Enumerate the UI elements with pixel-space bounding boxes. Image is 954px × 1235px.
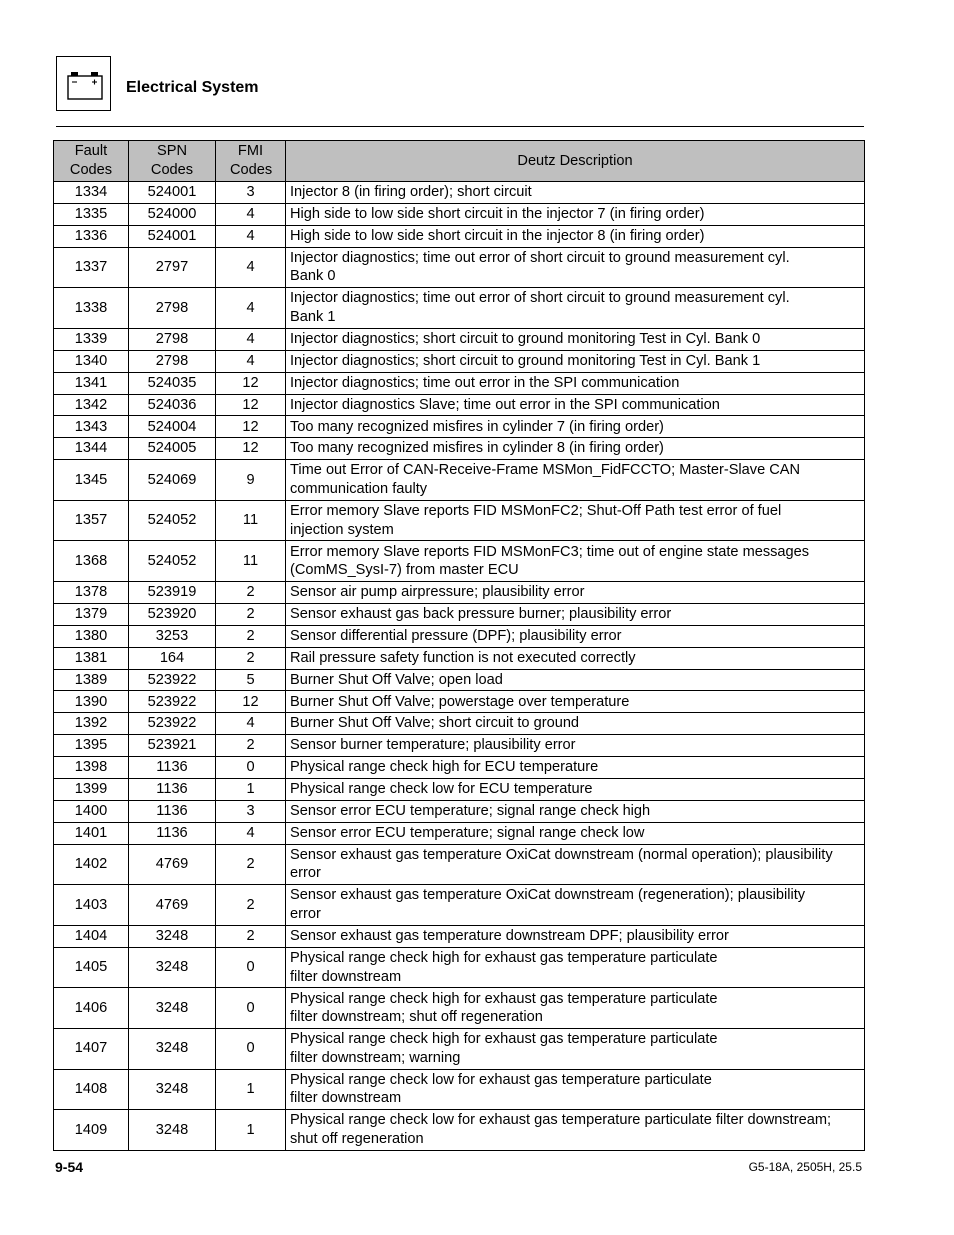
spn-code-cell: 524052 — [129, 500, 216, 541]
table-row — [54, 416, 865, 438]
fault-code-cell: 1403 — [54, 885, 129, 926]
fmi-code-cell: 1 — [216, 1069, 286, 1110]
fault-code-cell: 1338 — [54, 288, 129, 329]
table-row — [54, 925, 865, 947]
table-row — [54, 182, 865, 204]
column-header-spn-codes: SPN Codes — [129, 141, 216, 182]
description-cell: Sensor exhaust gas temperature downstream DPF; plausibility error — [286, 925, 865, 947]
spn-code-cell: 3248 — [129, 925, 216, 947]
fault-code-cell: 1408 — [54, 1069, 129, 1110]
table-row — [54, 713, 865, 735]
description-cell: Sensor error ECU temperature; signal range check high — [286, 800, 865, 822]
fmi-code-cell: 2 — [216, 647, 286, 669]
fault-code-cell: 1337 — [54, 247, 129, 288]
spn-code-cell: 4769 — [129, 844, 216, 885]
description-cell: Physical range check high for exhaust gas temperature particulate filter downstream; warning — [286, 1028, 865, 1069]
fmi-code-cell: 4 — [216, 350, 286, 372]
fmi-code-cell: 3 — [216, 800, 286, 822]
table-row — [54, 288, 865, 329]
fmi-code-cell: 2 — [216, 735, 286, 757]
spn-code-cell: 524005 — [129, 438, 216, 460]
fault-code-cell: 1404 — [54, 925, 129, 947]
fmi-code-cell: 2 — [216, 625, 286, 647]
fault-code-cell: 1379 — [54, 603, 129, 625]
description-cell: Sensor air pump airpressure; plausibility error — [286, 581, 865, 603]
fmi-code-cell: 4 — [216, 247, 286, 288]
description-cell: Physical range check low for exhaust gas temperature particulate filter downstream — [286, 1069, 865, 1110]
fault-code-cell: 1381 — [54, 647, 129, 669]
description-cell: Physical range check high for exhaust gas temperature particulate filter downstream — [286, 947, 865, 988]
fault-code-cell: 1399 — [54, 779, 129, 801]
spn-code-cell: 523921 — [129, 735, 216, 757]
spn-code-cell: 523920 — [129, 603, 216, 625]
spn-code-cell: 3248 — [129, 1110, 216, 1151]
table-body — [54, 182, 865, 1151]
table-row — [54, 885, 865, 926]
spn-code-cell: 3248 — [129, 1028, 216, 1069]
description-cell: Error memory Slave reports FID MSMonFC2; Shut-Off Path test error of fuel injection system — [286, 500, 865, 541]
description-cell: Sensor burner temperature; plausibility error — [286, 735, 865, 757]
spn-code-cell: 524004 — [129, 416, 216, 438]
fault-code-cell: 1400 — [54, 800, 129, 822]
table-row — [54, 757, 865, 779]
table-row — [54, 1028, 865, 1069]
spn-code-cell: 524001 — [129, 182, 216, 204]
fmi-code-cell: 11 — [216, 541, 286, 582]
fmi-code-cell: 12 — [216, 438, 286, 460]
table-row — [54, 328, 865, 350]
spn-code-cell: 524052 — [129, 541, 216, 582]
description-cell: High side to low side short circuit in the injector 7 (in firing order) — [286, 203, 865, 225]
table-row — [54, 647, 865, 669]
description-cell: High side to low side short circuit in the injector 8 (in firing order) — [286, 225, 865, 247]
table-row — [54, 735, 865, 757]
column-header-description: Deutz Description — [286, 141, 865, 182]
spn-code-cell: 164 — [129, 647, 216, 669]
spn-code-cell: 524035 — [129, 372, 216, 394]
spn-code-cell: 1136 — [129, 800, 216, 822]
fault-code-cell: 1406 — [54, 988, 129, 1029]
fmi-code-cell: 4 — [216, 203, 286, 225]
table-row — [54, 541, 865, 582]
table-row — [54, 460, 865, 501]
description-cell: Burner Shut Off Valve; powerstage over temperature — [286, 691, 865, 713]
fmi-code-cell: 4 — [216, 822, 286, 844]
description-cell: Injector diagnostics; time out error in the SPI communication — [286, 372, 865, 394]
spn-code-cell: 524036 — [129, 394, 216, 416]
fault-code-cell: 1395 — [54, 735, 129, 757]
table-row — [54, 988, 865, 1029]
table-row — [54, 691, 865, 713]
description-cell: Physical range check high for exhaust gas temperature particulate filter downstream; shut off regeneration — [286, 988, 865, 1029]
description-cell: Burner Shut Off Valve; open load — [286, 669, 865, 691]
fmi-code-cell: 2 — [216, 925, 286, 947]
table-row — [54, 603, 865, 625]
spn-code-cell: 3248 — [129, 1069, 216, 1110]
fmi-code-cell: 4 — [216, 225, 286, 247]
fmi-code-cell: 12 — [216, 372, 286, 394]
document-reference: G5-18A, 2505H, 25.5 — [748, 1160, 862, 1174]
table-row — [54, 581, 865, 603]
fault-code-cell: 1390 — [54, 691, 129, 713]
fault-code-cell: 1368 — [54, 541, 129, 582]
description-cell: Error memory Slave reports FID MSMonFC3; time out of engine state messages (ComMS_SysI-7) from master ECU — [286, 541, 865, 582]
fmi-code-cell: 0 — [216, 988, 286, 1029]
table-row — [54, 225, 865, 247]
spn-code-cell: 524000 — [129, 203, 216, 225]
table-row — [54, 500, 865, 541]
description-cell: Injector diagnostics; short circuit to ground monitoring Test in Cyl. Bank 0 — [286, 328, 865, 350]
description-cell: Sensor exhaust gas temperature OxiCat downstream (regeneration); plausibility error — [286, 885, 865, 926]
description-cell: Time out Error of CAN-Receive-Frame MSMon_FidFCCTO; Master-Slave CAN communication faulty — [286, 460, 865, 501]
fault-code-cell: 1401 — [54, 822, 129, 844]
fault-code-cell: 1345 — [54, 460, 129, 501]
table-row — [54, 1069, 865, 1110]
table-row — [54, 203, 865, 225]
description-cell: Sensor differential pressure (DPF); plausibility error — [286, 625, 865, 647]
fmi-code-cell: 12 — [216, 394, 286, 416]
fault-code-cell: 1398 — [54, 757, 129, 779]
spn-code-cell: 524069 — [129, 460, 216, 501]
table-row — [54, 438, 865, 460]
fault-code-cell: 1334 — [54, 182, 129, 204]
spn-code-cell: 3253 — [129, 625, 216, 647]
fmi-code-cell: 4 — [216, 713, 286, 735]
description-cell: Injector 8 (in firing order); short circuit — [286, 182, 865, 204]
fault-code-cell: 1343 — [54, 416, 129, 438]
description-cell: Too many recognized misfires in cylinder 7 (in firing order) — [286, 416, 865, 438]
description-cell: Sensor error ECU temperature; signal range check low — [286, 822, 865, 844]
description-cell: Too many recognized misfires in cylinder 8 (in firing order) — [286, 438, 865, 460]
description-cell: Physical range check high for ECU temperature — [286, 757, 865, 779]
header-rule — [56, 126, 864, 127]
fmi-code-cell: 3 — [216, 182, 286, 204]
description-cell: Rail pressure safety function is not executed correctly — [286, 647, 865, 669]
page-number: 9-54 — [55, 1159, 84, 1175]
spn-code-cell: 1136 — [129, 779, 216, 801]
table-row — [54, 800, 865, 822]
fault-code-cell: 1344 — [54, 438, 129, 460]
spn-code-cell: 523922 — [129, 669, 216, 691]
description-cell: Injector diagnostics; short circuit to ground monitoring Test in Cyl. Bank 1 — [286, 350, 865, 372]
table-row — [54, 822, 865, 844]
fmi-code-cell: 2 — [216, 844, 286, 885]
description-cell: Sensor exhaust gas back pressure burner; plausibility error — [286, 603, 865, 625]
table-row — [54, 350, 865, 372]
spn-code-cell: 523922 — [129, 691, 216, 713]
battery-icon — [56, 56, 111, 111]
fault-code-cell: 1392 — [54, 713, 129, 735]
table-row — [54, 947, 865, 988]
table-row — [54, 394, 865, 416]
spn-code-cell: 3248 — [129, 988, 216, 1029]
spn-code-cell: 4769 — [129, 885, 216, 926]
fmi-code-cell: 2 — [216, 581, 286, 603]
fault-code-cell: 1339 — [54, 328, 129, 350]
table-row — [54, 247, 865, 288]
fmi-code-cell: 11 — [216, 500, 286, 541]
column-header-fmi-codes: FMI Codes — [216, 141, 286, 182]
spn-code-cell: 2797 — [129, 247, 216, 288]
spn-code-cell: 1136 — [129, 757, 216, 779]
description-cell: Sensor exhaust gas temperature OxiCat downstream (normal operation); plausibility error — [286, 844, 865, 885]
fmi-code-cell: 4 — [216, 288, 286, 329]
table-row — [54, 669, 865, 691]
fmi-code-cell: 12 — [216, 691, 286, 713]
spn-code-cell: 2798 — [129, 288, 216, 329]
fmi-code-cell: 0 — [216, 947, 286, 988]
description-cell: Injector diagnostics; time out error of short circuit to ground measurement cyl. Bank 1 — [286, 288, 865, 329]
table-row — [54, 1110, 865, 1151]
fault-code-cell: 1335 — [54, 203, 129, 225]
fmi-code-cell: 1 — [216, 1110, 286, 1151]
fmi-code-cell: 5 — [216, 669, 286, 691]
description-cell: Burner Shut Off Valve; short circuit to ground — [286, 713, 865, 735]
column-header-fault-codes: Fault Codes — [54, 141, 129, 182]
fault-code-cell: 1340 — [54, 350, 129, 372]
description-cell: Physical range check low for ECU temperature — [286, 779, 865, 801]
fault-code-cell: 1402 — [54, 844, 129, 885]
spn-code-cell: 523922 — [129, 713, 216, 735]
table-row — [54, 779, 865, 801]
description-cell: Injector diagnostics; time out error of short circuit to ground measurement cyl. Bank 0 — [286, 247, 865, 288]
fault-code-cell: 1389 — [54, 669, 129, 691]
fmi-code-cell: 0 — [216, 1028, 286, 1069]
section-title: Electrical System — [126, 79, 259, 96]
fmi-code-cell: 0 — [216, 757, 286, 779]
fmi-code-cell: 2 — [216, 885, 286, 926]
fault-code-cell: 1405 — [54, 947, 129, 988]
table-row — [54, 625, 865, 647]
spn-code-cell: 2798 — [129, 350, 216, 372]
fmi-code-cell: 4 — [216, 328, 286, 350]
fault-code-cell: 1407 — [54, 1028, 129, 1069]
table-row — [54, 372, 865, 394]
fmi-code-cell: 1 — [216, 779, 286, 801]
fmi-code-cell: 12 — [216, 416, 286, 438]
fault-code-cell: 1380 — [54, 625, 129, 647]
fault-code-cell: 1357 — [54, 500, 129, 541]
spn-code-cell: 2798 — [129, 328, 216, 350]
description-cell: Injector diagnostics Slave; time out error in the SPI communication — [286, 394, 865, 416]
fault-code-cell: 1378 — [54, 581, 129, 603]
table-row — [54, 844, 865, 885]
fmi-code-cell: 2 — [216, 603, 286, 625]
table-header-row — [54, 141, 865, 182]
spn-code-cell: 3248 — [129, 947, 216, 988]
fault-code-cell: 1336 — [54, 225, 129, 247]
fault-code-cell: 1409 — [54, 1110, 129, 1151]
fault-code-cell: 1341 — [54, 372, 129, 394]
description-cell: Physical range check low for exhaust gas temperature particulate filter downstream; shut off regeneration — [286, 1110, 865, 1151]
spn-code-cell: 524001 — [129, 225, 216, 247]
fault-code-cell: 1342 — [54, 394, 129, 416]
spn-code-cell: 523919 — [129, 581, 216, 603]
fmi-code-cell: 9 — [216, 460, 286, 501]
fault-code-table — [53, 140, 865, 1151]
spn-code-cell: 1136 — [129, 822, 216, 844]
